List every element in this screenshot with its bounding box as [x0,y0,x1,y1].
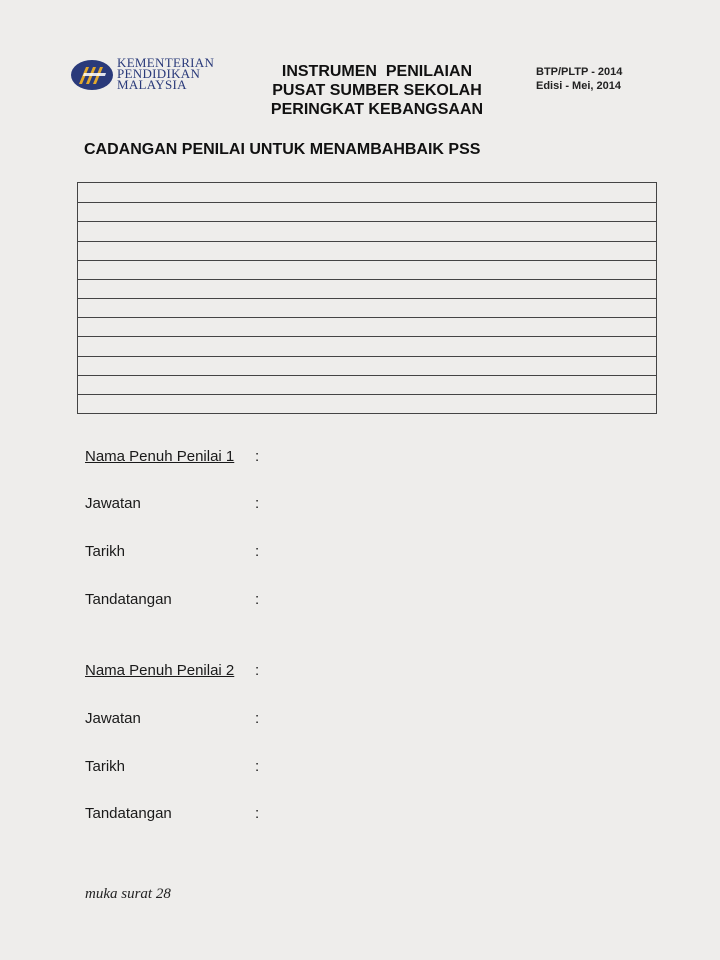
evaluator-2-signature-colon: : [255,805,260,822]
title-line: INSTRUMEN PENILAIAN [281,63,473,80]
writing-line [78,279,656,280]
ministry-emblem-icon [70,59,114,91]
logo-line: KEMENTERIAN [117,55,215,70]
title-line: PUSAT SUMBER SEKOLAH [272,82,482,99]
section-heading: CADANGAN PENILAI UNTUK MENAMBAHBAIK PSS [84,141,481,158]
logo-line: MALAYSIA [117,77,187,92]
evaluator-1-name-colon: : [255,448,260,465]
evaluator-2-position-label: Jawatan [85,710,141,727]
suggestion-writing-box[interactable] [77,182,657,414]
writing-line [78,375,656,376]
evaluator-1-position-colon: : [255,495,260,512]
writing-line [78,260,656,261]
evaluator-1-date-label: Tarikh [85,543,126,560]
ministry-logo [70,56,240,96]
evaluator-1-signature-colon: : [255,591,260,608]
writing-line [78,202,656,203]
title-line: PERINGKAT KEBANGSAAN [270,101,484,118]
reference-code: BTP/PLTP - 2014 [536,66,623,78]
writing-line [78,221,656,222]
document-title [262,62,492,119]
evaluator-2-signature-label: Tandatangan [85,805,172,822]
document-reference [536,65,622,93]
logo-wordmark [117,57,214,90]
writing-line [78,241,656,242]
evaluator-2-name-colon: : [255,662,260,679]
writing-line [78,336,656,337]
writing-line [78,356,656,357]
evaluator-1-position-label: Jawatan [85,495,141,512]
writing-line [78,394,656,395]
writing-line [78,298,656,299]
evaluator-1-date-colon: : [255,543,260,560]
edition-label: Edisi - Mei, 2014 [536,80,621,92]
writing-line [78,317,656,318]
evaluator-2-name-label: Nama Penuh Penilai 2 [85,662,235,679]
evaluator-2-position-colon: : [255,710,260,727]
evaluator-1-signature-label: Tandatangan [85,591,172,608]
logo-line: PENDIDIKAN [117,66,201,81]
evaluator-2-date-label: Tarikh [85,758,126,775]
page-number: muka surat 28 [85,886,171,902]
evaluator-2-date-colon: : [255,758,260,775]
evaluator-1-name-label: Nama Penuh Penilai 1 [85,448,235,465]
